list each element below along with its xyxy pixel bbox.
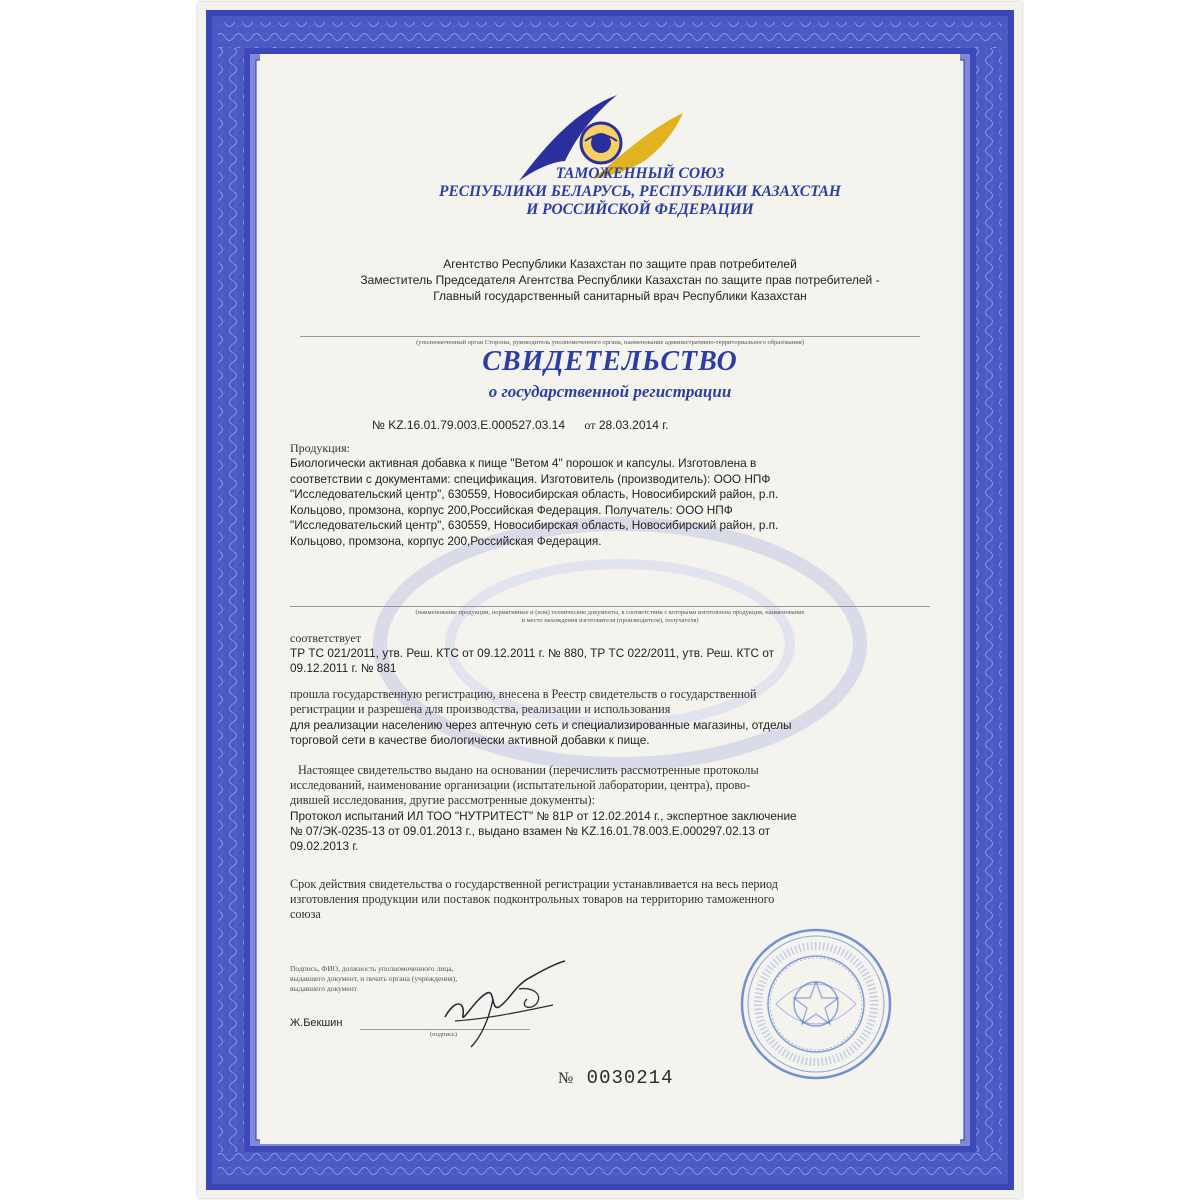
product-line: Биологически активная добавка к пище "Ветом 4" порошок и капсулы. Изготовлена в <box>290 456 757 470</box>
registration-date-prefix: от <box>584 418 596 432</box>
serial-number-row <box>558 1067 674 1089</box>
agency-line3: Главный государственный санитарный врач Республики Казахстан <box>433 289 807 303</box>
certificate-sheet <box>198 2 1022 1198</box>
conformity-line2: 09.12.2011 г. № 881 <box>290 661 397 675</box>
product-line: Кольцово, промзона, корпус 200,Российская Федерация. Получатель: ООО НПФ <box>290 502 733 517</box>
conformity-label: соответствует <box>290 631 361 645</box>
agency-line1: Агентство Республики Казахстан по защите прав потребителей <box>443 257 797 271</box>
passed-line1: прошла государственную регистрацию, внесена в Реестр свидетельств о государственной <box>290 687 757 701</box>
union-title-line1: ТАМОЖЕННЫЙ СОЮЗ <box>555 165 725 182</box>
agency-rule <box>300 336 920 337</box>
product-caption-line1: (наименование продукции, нормативные и (или) технические документы, в соответствии с которыми изготовлена продукция, наименование <box>415 609 805 616</box>
product-line: соответствии с документами: спецификация. Изготовитель (производитель): ООО НПФ <box>290 471 771 486</box>
basis-line3: дившей исследования, другие рассмотренные документы): <box>290 793 595 807</box>
product-line: Кольцово, промзона, корпус 200,Российская Федерация. <box>290 533 602 548</box>
validity-line2: изготовления продукции или поставок подконтрольных товаров на территорию таможенного <box>290 892 775 906</box>
registration-number: KZ.16.01.79.003.Е.000527.03.14 <box>388 418 566 432</box>
official-round-seal-icon <box>736 924 896 1084</box>
basis-line1: Настоящее свидетельство выдано на основании (перечислить рассмотренные протоколы <box>298 763 759 777</box>
serial-number: 0030214 <box>586 1067 674 1089</box>
passed-line2: регистрации и разрешена для производства, реализации и использования <box>290 702 671 716</box>
serial-sign: № <box>558 1070 575 1087</box>
registration-date: 28.03.2014 г. <box>598 418 669 432</box>
agency-caption: (уполномоченный орган Стороны, руководитель уполномоченного органа, наименование административно-территориального образования) <box>416 339 804 346</box>
union-title-line2: РЕСПУБЛИКИ БЕЛАРУСЬ, РЕСПУБЛИКИ КАЗАХСТАН <box>438 183 841 200</box>
validity-line3: союза <box>290 907 321 921</box>
signatory-name: Ж.Бекшин <box>290 1017 343 1029</box>
product-line: "Исследовательский центр", 630559, Новосибирская область, Новосибирский район, р.п. <box>290 518 779 532</box>
certificate-subtitle: о государственной регистрации <box>488 382 732 401</box>
basis-line2: исследований, наименование организации (испытательной лаборатории, центра), прово- <box>290 778 751 792</box>
signature-caption-line3: выдавшего документ <box>290 984 358 993</box>
signature-under-caption: (подпись) <box>430 1031 457 1038</box>
validity-line1: Срок действия свидетельства о государственной регистрации устанавливается на весь период <box>290 877 778 891</box>
agency-line2: Заместитель Председателя Агентства Республики Казахстан по защите прав потребителей - <box>360 273 880 287</box>
basis-doc-line3: 09.02.2013 г. <box>290 839 359 853</box>
product-rule <box>290 606 930 607</box>
signature-caption-line2: выдавшего документ, и печать органа (учреждения), <box>290 974 458 983</box>
basis-doc-line2: № 07/ЭК-0235-13 от 09.01.2013 г., выдано взамен № KZ.16.01.78.003.Е.000297.02.13 от <box>290 824 771 838</box>
basis-doc-line1: Протокол испытаний ИЛ ТОО "НУТРИТЕСТ" № 81Р от 12.02.2014 г., экспертное заключение <box>290 809 797 823</box>
product-label: Продукция: <box>290 441 350 455</box>
conformity-line1: ТР ТС 021/2011, утв. Реш. КТС от 09.12.2011 г. № 880, ТР ТС 022/2011, утв. Реш. КТС от <box>290 646 775 660</box>
certificate-body <box>260 54 960 1144</box>
use-line1: для реализации населению через аптечную сеть и специализированные магазины, отделы <box>290 718 792 732</box>
registration-number-row <box>372 418 668 433</box>
product-line: "Исследовательский центр", 630559, Новосибирская область, Новосибирский район, р.п. <box>290 487 779 501</box>
product-caption-line2: и место нахождения изготовителя (производителя), получателя) <box>521 617 699 624</box>
union-title-line3: И РОССИЙСКОЙ ФЕДЕРАЦИИ <box>526 201 754 218</box>
use-line2: торговой сети в качестве биологически активной добавки к пище. <box>290 733 650 747</box>
product-description <box>290 456 930 549</box>
handwritten-signature-icon <box>435 959 575 1049</box>
signature-caption-line1: Подпись, ФИО, должность уполномоченного лица, <box>290 964 454 973</box>
certificate-title: СВИДЕТЕЛЬСТВО <box>482 346 738 377</box>
registration-number-sign: № <box>372 418 385 432</box>
